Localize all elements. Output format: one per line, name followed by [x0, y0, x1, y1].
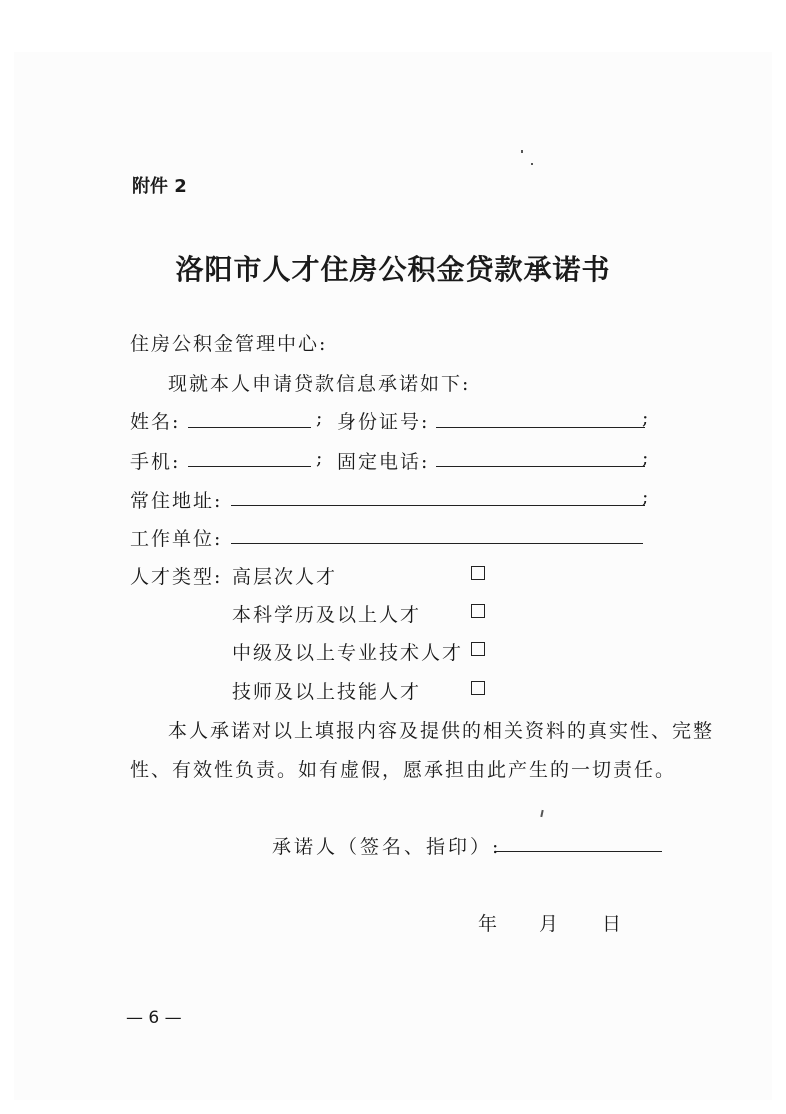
talent-option-label: 本科学历及以上人才 — [232, 604, 422, 626]
intro-text: 现就本人申请贷款信息承诺如下: — [168, 373, 471, 395]
date-month: 月 — [539, 913, 561, 935]
talent-option-label: 技师及以上技能人才 — [232, 681, 422, 703]
pledge-text-line: 性、有效性负责。如有虚假，愿承担由此产生的一切责任。 — [130, 759, 677, 781]
talent-option-label: 中级及以上专业技术人才 — [232, 642, 464, 664]
separator: ; — [642, 486, 649, 508]
date-year: 年 — [478, 913, 500, 935]
address-field[interactable] — [231, 505, 645, 506]
talent-option-checkbox[interactable] — [471, 681, 485, 695]
signature-label: 承诺人（签名、指印）: — [272, 836, 502, 858]
separator: ; — [642, 447, 649, 469]
talent-option-label: 高层次人才 — [232, 566, 338, 588]
scan-speck — [531, 163, 533, 165]
talent-option-checkbox[interactable] — [471, 642, 485, 656]
id-number-field[interactable] — [436, 427, 645, 428]
separator: ; — [642, 407, 649, 429]
salutation: 住房公积金管理中心: — [130, 333, 328, 355]
scan-speck — [521, 150, 523, 153]
page-number: — 6 — — [126, 1008, 182, 1028]
separator: ; — [316, 407, 323, 429]
signature-field[interactable] — [496, 851, 662, 852]
document-page — [14, 52, 772, 1100]
address-label: 常住地址: — [130, 490, 223, 512]
landline-label: 固定电话: — [337, 451, 430, 473]
talent-option-checkbox[interactable] — [471, 566, 485, 580]
landline-field[interactable] — [436, 466, 645, 467]
mobile-field[interactable] — [188, 466, 311, 467]
pledge-text-line: 本人承诺对以上填报内容及提供的相关资料的真实性、完整 — [168, 720, 715, 742]
annex-label: 附件 2 — [132, 176, 187, 197]
name-label: 姓名: — [130, 411, 181, 433]
talent-option-checkbox[interactable] — [471, 604, 485, 618]
separator: ; — [316, 447, 323, 469]
id-number-label: 身份证号: — [337, 411, 430, 433]
work-unit-field[interactable] — [231, 543, 643, 544]
date-day: 日 — [602, 913, 624, 935]
mobile-label: 手机: — [130, 451, 181, 473]
work-unit-label: 工作单位: — [130, 528, 223, 550]
talent-type-label: 人才类型: — [130, 566, 223, 588]
document-title: 洛阳市人才住房公积金贷款承诺书 — [175, 253, 611, 286]
name-field[interactable] — [188, 427, 311, 428]
